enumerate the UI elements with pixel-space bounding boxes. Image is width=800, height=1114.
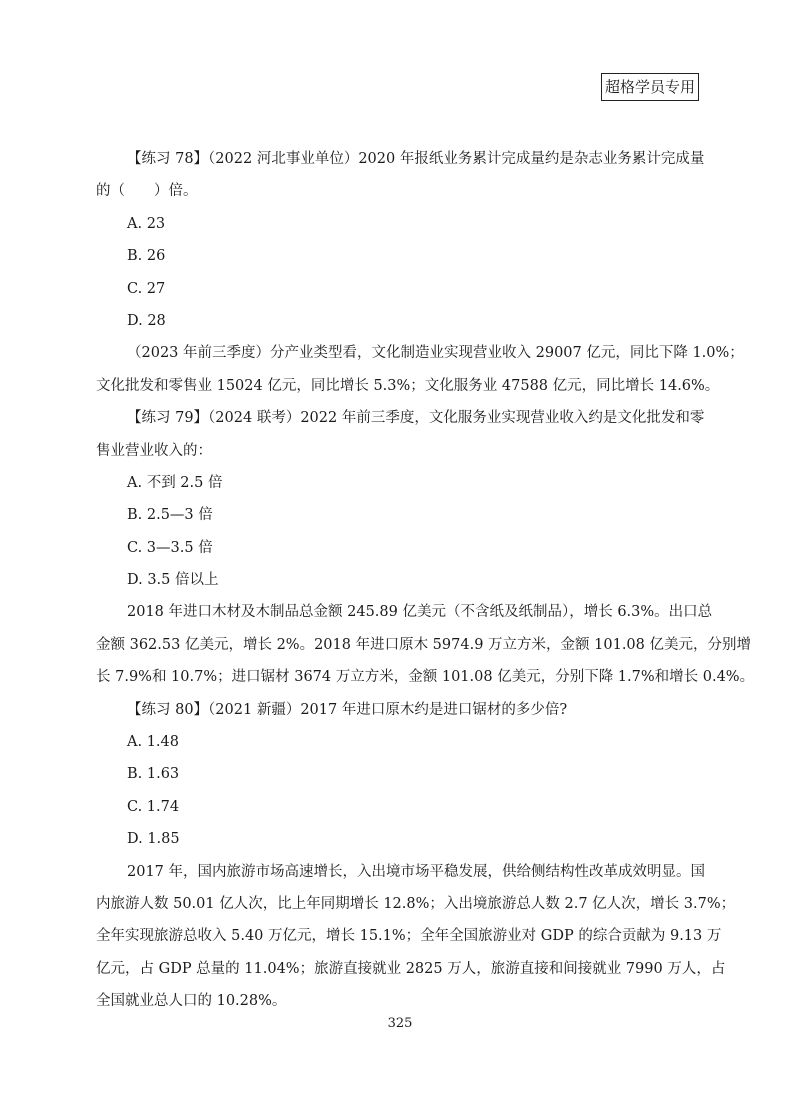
material-2-line-2: 金额 362.53 亿美元，增长 2%。2018 年进口原木 5974.9 万立方米，金额 101.08 亿美元，分别增 xyxy=(96,636,751,653)
material-3-line-1: 2017 年，国内旅游市场高速增长，入出境市场平稳发展，供给侧结构性改革成效明显。国 xyxy=(127,863,706,880)
q79-stem-line-2: 售业营业收入的： xyxy=(96,442,212,459)
q78-option-b: B. 26 xyxy=(127,248,166,265)
page-content xyxy=(96,143,755,1018)
q78-stem-line-2: 的（ ）倍。 xyxy=(96,183,198,200)
page-number: 325 xyxy=(387,1016,413,1031)
q78-option-c: C. 27 xyxy=(127,280,166,297)
q80-option-d: D. 1.85 xyxy=(127,831,180,848)
q79-option-c: C. 3—3.5 倍 xyxy=(127,539,213,556)
material-3-line-4: 亿元，占 GDP 总量的 11.04%；旅游直接就业 2825 万人，旅游直接和间接就业 7990 万人，占 xyxy=(96,960,726,977)
member-only-badge: 超格学员专用 xyxy=(601,73,699,101)
q78-option-d: D. 28 xyxy=(127,312,166,329)
material-2-line-1: 2018 年进口木材及木制品总金额 245.89 亿美元（不含纸及纸制品），增长 6.3%。出口总 xyxy=(127,604,713,621)
q80-option-a: A. 1.48 xyxy=(127,734,179,751)
q80-option-b: B. 1.63 xyxy=(127,766,180,783)
q79-option-d: D. 3.5 倍以上 xyxy=(127,572,219,589)
material-3-line-2: 内旅游人数 50.01 亿人次，比上年同期增长 12.8%；入出境旅游总人数 2.7 亿人次，增长 3.7%； xyxy=(96,895,736,912)
q79-stem-line-1: 【练习 79】（2024 联考）2022 年前三季度，文化服务业实现营业收入约是文化批发和零 xyxy=(127,410,705,427)
material-1-line-2: 文化批发和零售业 15024 亿元，同比增长 5.3%；文化服务业 47588 亿元，同比增长 14.6%。 xyxy=(96,377,720,394)
material-2-line-3: 长 7.9%和 10.7%；进口锯材 3674 万立方米，金额 101.08 亿美元，分别下降 1.7%和增长 0.4%。 xyxy=(96,669,755,686)
material-1-line-1: （2023 年前三季度）分产业类型看，文化制造业实现营业收入 29007 亿元，同比下降 1.0%； xyxy=(127,345,744,362)
q80-stem-line-1: 【练习 80】（2021 新疆）2017 年进口原木约是进口锯材的多少倍? xyxy=(127,701,568,718)
q78-stem-line-1: 【练习 78】（2022 河北事业单位）2020 年报纸业务累计完成量约是杂志业务累计完成量 xyxy=(127,151,705,167)
q80-option-c: C. 1.74 xyxy=(127,798,180,815)
q78-option-a: A. 23 xyxy=(127,215,166,232)
q79-option-a: A. 不到 2.5 倍 xyxy=(127,474,223,491)
material-3-line-5: 全国就业总人口的 10.28%。 xyxy=(96,993,287,1010)
material-3-line-3: 全年实现旅游总收入 5.40 万亿元，增长 15.1%；全年全国旅游业对 GDP 的综合贡献为 9.13 万 xyxy=(96,928,722,945)
q79-option-b: B. 2.5—3 倍 xyxy=(127,507,213,524)
